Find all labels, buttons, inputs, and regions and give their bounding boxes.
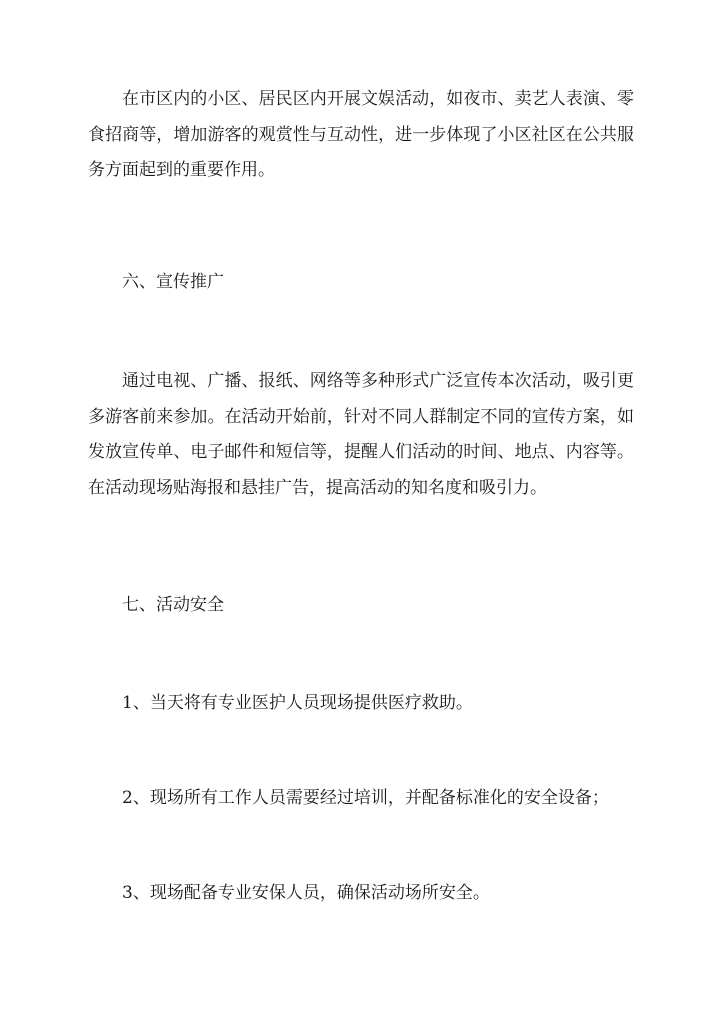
activity-description-paragraph: 在市区内的小区、居民区内开展文娱活动，如夜市、卖艺人表演、零食招商等，增加游客的观赏性与互动性，进一步体现了小区社区在公共服务方面起到的重要作用。 xyxy=(88,89,634,180)
section-heading-promotion: 六、宣传推广 xyxy=(122,272,224,292)
safety-item-staff-training: 2、现场所有工作人员需要经过培训，并配备标准化的安全设备； xyxy=(122,788,609,808)
safety-item-security: 3、现场配备专业安保人员，确保活动场所安全。 xyxy=(122,883,490,903)
promotion-paragraph: 通过电视、广播、报纸、网络等多种形式广泛宣传本次活动，吸引更多游客前来参加。在活动开始前，针对不同人群制定不同的宣传方案，如发放宣传单、电子邮件和短信等，提醒人们活动的时间、地点、内容等。在活动现场贴海报和悬挂广告，提高活动的知名度和吸引力。 xyxy=(88,371,634,498)
safety-item-medical: 1、当天将有专业医护人员现场提供医疗救助。 xyxy=(122,693,473,713)
section-heading-safety: 七、活动安全 xyxy=(122,595,224,615)
